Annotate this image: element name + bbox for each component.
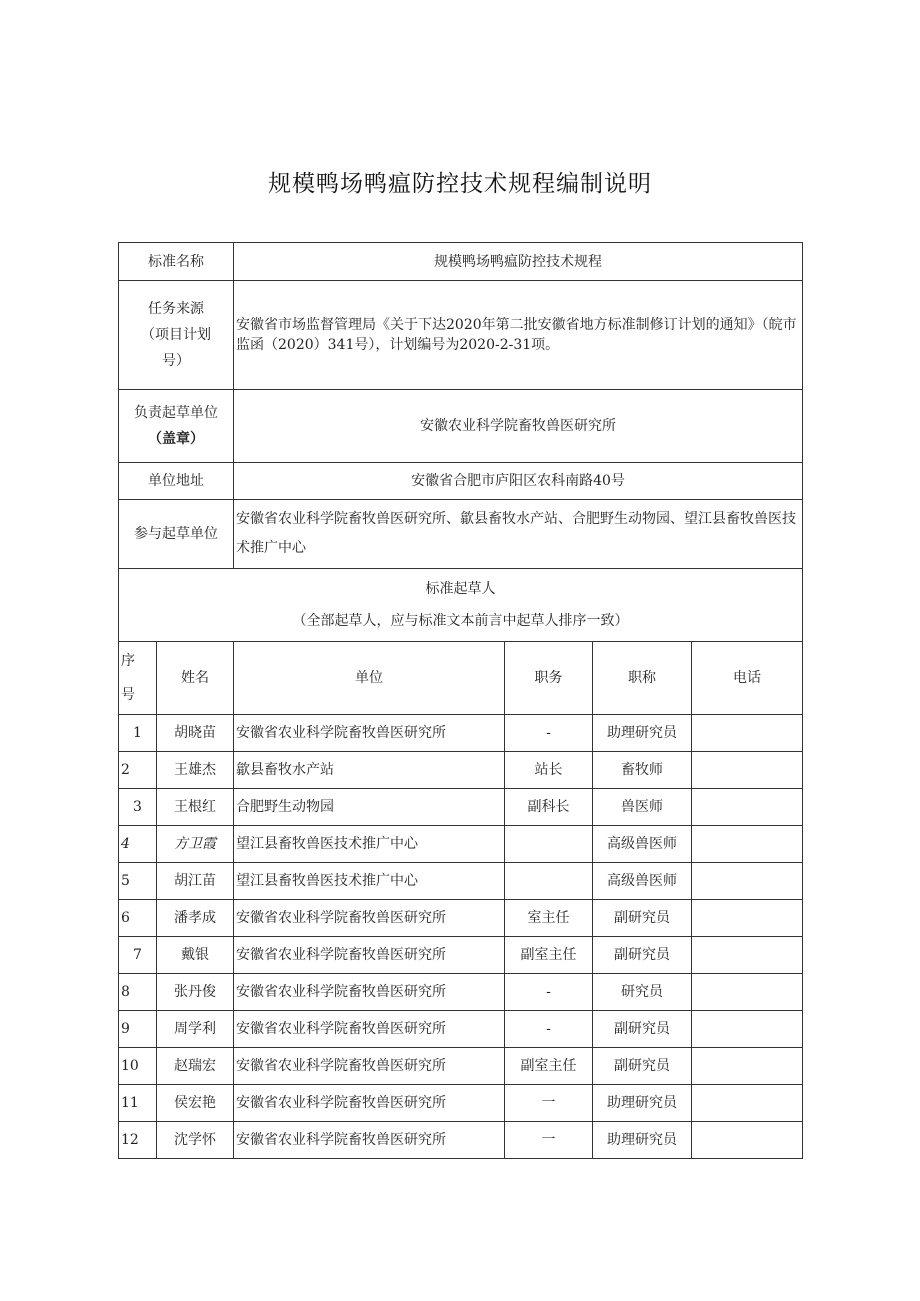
row-seq: 3 bbox=[119, 789, 157, 826]
row-phone bbox=[692, 974, 803, 1011]
row-phone bbox=[692, 789, 803, 826]
drafting-unit-label bbox=[119, 390, 234, 463]
row-title: 畜牧师 bbox=[593, 752, 692, 789]
table-row bbox=[119, 974, 803, 1011]
drafting-unit-row bbox=[119, 390, 803, 463]
header-seq-line1: 序 bbox=[121, 653, 135, 669]
drafting-unit-label-line1: 负责起草单位 bbox=[134, 405, 218, 421]
table-row bbox=[119, 789, 803, 826]
task-source-label-line1: 任务来源 bbox=[148, 301, 204, 317]
row-title: 副研究员 bbox=[593, 937, 692, 974]
table-row bbox=[119, 715, 803, 752]
row-duty bbox=[505, 863, 593, 900]
participating-label: 参与起草单位 bbox=[119, 500, 234, 569]
row-duty: 副室主任 bbox=[505, 1048, 593, 1085]
header-unit: 单位 bbox=[234, 642, 505, 715]
row-unit: 安徽省农业科学院畜牧兽医研究所 bbox=[234, 974, 505, 1011]
row-duty bbox=[505, 826, 593, 863]
task-source-label bbox=[119, 281, 234, 390]
row-duty: - bbox=[505, 974, 593, 1011]
row-phone bbox=[692, 1085, 803, 1122]
row-phone bbox=[692, 752, 803, 789]
row-name: 方卫霞 bbox=[157, 826, 234, 863]
task-source-label-line3: 号） bbox=[162, 353, 190, 369]
table-row bbox=[119, 1085, 803, 1122]
row-name: 王根红 bbox=[157, 789, 234, 826]
header-phone: 电话 bbox=[692, 642, 803, 715]
row-phone bbox=[692, 715, 803, 752]
table-row bbox=[119, 1011, 803, 1048]
row-seq: 11 bbox=[119, 1085, 157, 1122]
row-duty: 副室主任 bbox=[505, 937, 593, 974]
row-duty: 一 bbox=[505, 1085, 593, 1122]
row-phone bbox=[692, 826, 803, 863]
address-row bbox=[119, 463, 803, 500]
table-row bbox=[119, 863, 803, 900]
row-seq: 5 bbox=[119, 863, 157, 900]
row-title: 兽医师 bbox=[593, 789, 692, 826]
row-unit: 望江县畜牧兽医技术推广中心 bbox=[234, 863, 505, 900]
drafters-title: 标准起草人 bbox=[425, 581, 496, 597]
row-seq: 8 bbox=[119, 974, 157, 1011]
row-phone bbox=[692, 1048, 803, 1085]
row-seq: 7 bbox=[119, 937, 157, 974]
header-title: 职称 bbox=[593, 642, 692, 715]
table-row bbox=[119, 1048, 803, 1085]
task-source-label-line2: （项目计划 bbox=[141, 327, 211, 343]
table-row bbox=[119, 900, 803, 937]
drafters-title-row bbox=[119, 569, 803, 642]
row-name: 侯宏艳 bbox=[157, 1085, 234, 1122]
seal-note: （盖章） bbox=[148, 431, 204, 447]
row-seq: 9 bbox=[119, 1011, 157, 1048]
standard-name-value: 规模鸭场鸭瘟防控技术规程 bbox=[234, 243, 803, 281]
row-title: 高级兽医师 bbox=[593, 863, 692, 900]
row-title: 研究员 bbox=[593, 974, 692, 1011]
row-duty: 副科长 bbox=[505, 789, 593, 826]
row-unit: 安徽省农业科学院畜牧兽医研究所 bbox=[234, 1122, 505, 1159]
row-phone bbox=[692, 1011, 803, 1048]
table-row bbox=[119, 1122, 803, 1159]
row-seq: 12 bbox=[119, 1122, 157, 1159]
row-duty: 室主任 bbox=[505, 900, 593, 937]
row-unit: 望江县畜牧兽医技术推广中心 bbox=[234, 826, 505, 863]
row-duty: 站长 bbox=[505, 752, 593, 789]
row-unit: 安徽省农业科学院畜牧兽医研究所 bbox=[234, 1048, 505, 1085]
row-name: 赵瑞宏 bbox=[157, 1048, 234, 1085]
row-phone bbox=[692, 937, 803, 974]
table-row bbox=[119, 826, 803, 863]
task-source-row bbox=[119, 281, 803, 390]
row-title: 高级兽医师 bbox=[593, 826, 692, 863]
row-title: 副研究员 bbox=[593, 900, 692, 937]
participating-value: 安徽省农业科学院畜牧兽医研究所、歙县畜牧水产站、合肥野生动物园、望江县畜牧兽医技术推广中心 bbox=[234, 500, 803, 569]
drafting-unit-value: 安徽农业科学院畜牧兽医研究所 bbox=[234, 390, 803, 463]
row-name: 周学利 bbox=[157, 1011, 234, 1048]
row-name: 张丹俊 bbox=[157, 974, 234, 1011]
header-seq bbox=[119, 642, 157, 715]
row-seq: 10 bbox=[119, 1048, 157, 1085]
row-title: 助理研究员 bbox=[593, 715, 692, 752]
drafters-title-cell bbox=[119, 569, 803, 642]
drafters-header-row bbox=[119, 642, 803, 715]
row-seq: 6 bbox=[119, 900, 157, 937]
address-label: 单位地址 bbox=[119, 463, 234, 500]
row-phone bbox=[692, 863, 803, 900]
drafters-subtitle: （全部起草人，应与标准文本前言中起草人排序一致） bbox=[292, 613, 629, 629]
row-name: 王雄杰 bbox=[157, 752, 234, 789]
row-phone bbox=[692, 900, 803, 937]
row-title: 副研究员 bbox=[593, 1011, 692, 1048]
standard-name-row bbox=[119, 243, 803, 281]
info-table bbox=[118, 242, 803, 1159]
row-seq: 1 bbox=[119, 715, 157, 752]
row-unit: 合肥野生动物园 bbox=[234, 789, 505, 826]
row-phone bbox=[692, 1122, 803, 1159]
row-name: 沈学怀 bbox=[157, 1122, 234, 1159]
table-row bbox=[119, 937, 803, 974]
document-title: 规模鸭场鸭瘟防控技术规程编制说明 bbox=[268, 171, 652, 197]
row-name: 潘孝成 bbox=[157, 900, 234, 937]
row-unit: 歙县畜牧水产站 bbox=[234, 752, 505, 789]
header-name: 姓名 bbox=[157, 642, 234, 715]
row-duty: 一 bbox=[505, 1122, 593, 1159]
row-title: 助理研究员 bbox=[593, 1122, 692, 1159]
row-name: 胡江苗 bbox=[157, 863, 234, 900]
row-unit: 安徽省农业科学院畜牧兽医研究所 bbox=[234, 937, 505, 974]
header-duty: 职务 bbox=[505, 642, 593, 715]
participating-row bbox=[119, 500, 803, 569]
standard-name-label: 标准名称 bbox=[119, 243, 234, 281]
row-unit: 安徽省农业科学院畜牧兽医研究所 bbox=[234, 1011, 505, 1048]
task-source-value: 安徽省市场监督管理局《关于下达2020年第二批安徽省地方标准制修订计划的通知》（皖市监函（2020）341号），计划编号为2020-2-31项。 bbox=[234, 281, 803, 390]
address-value: 安徽省合肥市庐阳区农科南路40号 bbox=[234, 463, 803, 500]
row-seq: 2 bbox=[119, 752, 157, 789]
row-title: 副研究员 bbox=[593, 1048, 692, 1085]
header-seq-line2: 号 bbox=[121, 687, 135, 703]
table-row bbox=[119, 752, 803, 789]
row-unit: 安徽省农业科学院畜牧兽医研究所 bbox=[234, 900, 505, 937]
row-duty: - bbox=[505, 1011, 593, 1048]
row-title: 助理研究员 bbox=[593, 1085, 692, 1122]
row-name: 戴银 bbox=[157, 937, 234, 974]
row-unit: 安徽省农业科学院畜牧兽医研究所 bbox=[234, 1085, 505, 1122]
row-name: 胡晓苗 bbox=[157, 715, 234, 752]
row-seq: 4 bbox=[119, 826, 157, 863]
row-duty: - bbox=[505, 715, 593, 752]
row-unit: 安徽省农业科学院畜牧兽医研究所 bbox=[234, 715, 505, 752]
